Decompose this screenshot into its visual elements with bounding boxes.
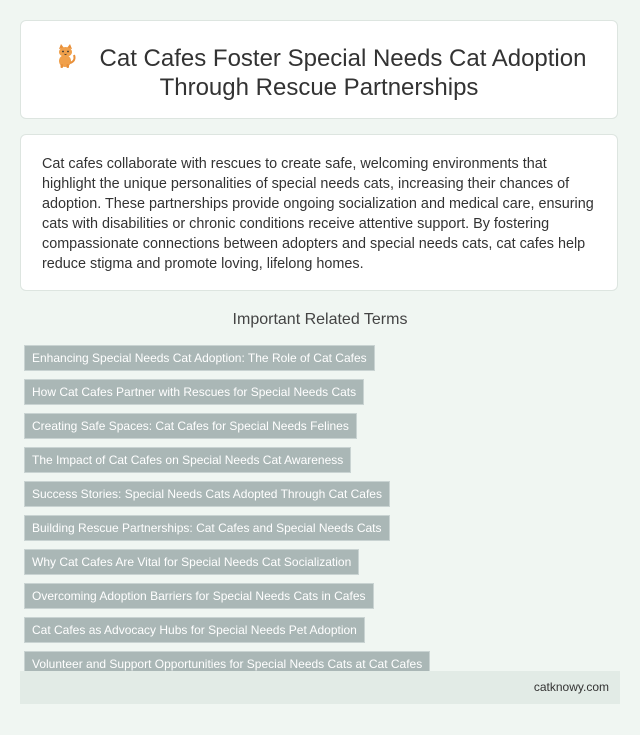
related-term-link[interactable]: Volunteer and Support Opportunities for Special Needs Cats at Cat Cafes [24,651,430,677]
related-term-link[interactable]: Creating Safe Spaces: Cat Cafes for Special Needs Felines [24,413,357,439]
footer [20,671,620,704]
related-terms-list [24,345,430,685]
cat-icon [52,43,78,69]
description-text: Cat cafes collaborate with rescues to create safe, welcoming environments that highlight the unique personalities of special needs cats, increasing their chances of adoption. These partnerships provide ongoing socialization and medical care, ensuring cats with disabilities or chronic conditions receive attentive support. By fostering compassionate connections between adopters and special needs cats, cat cafes help reduce stigma and promote loving, lifelong homes. [42,156,594,272]
related-term-link[interactable]: How Cat Cafes Partner with Rescues for Special Needs Cats [24,379,364,405]
related-term-link[interactable]: Success Stories: Special Needs Cats Adopted Through Cat Cafes [24,481,390,507]
page-title [21,43,617,102]
footer-site-link[interactable]: catknowy.com [533,680,609,694]
related-term-link[interactable]: Cat Cafes as Advocacy Hubs for Special Needs Pet Adoption [24,617,365,643]
related-term-link[interactable]: Building Rescue Partnerships: Cat Cafes and Special Needs Cats [24,515,390,541]
related-term-link[interactable]: Overcoming Adoption Barriers for Special Needs Cats in Cafes [24,583,374,609]
related-term-link[interactable]: The Impact of Cat Cafes on Special Needs Cat Awareness [24,447,351,473]
related-term-link[interactable]: Enhancing Special Needs Cat Adoption: The Role of Cat Cafes [24,345,375,371]
related-terms-heading: Important Related Terms [232,311,408,328]
page-title-text: Cat Cafes Foster Special Needs Cat Adoption Through Rescue Partnerships [99,45,587,101]
title-card [20,20,618,119]
description-card [20,134,618,291]
related-term-link[interactable]: Why Cat Cafes Are Vital for Special Needs Cat Socialization [24,549,359,575]
